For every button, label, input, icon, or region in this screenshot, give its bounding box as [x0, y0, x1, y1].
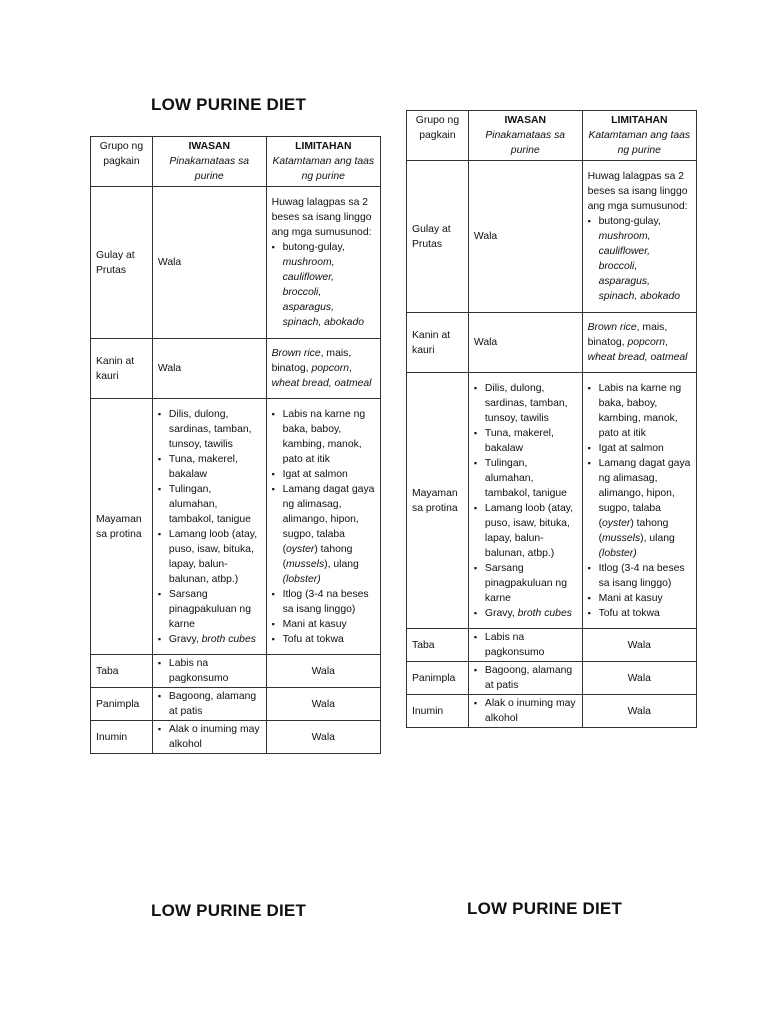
group-cell: Kanin at kauri: [91, 339, 153, 399]
list-item: ▪ Itlog (3-4 na beses sa isang linggo): [588, 561, 691, 591]
header-avoid-subtitle: Pinakamataas sa purine: [169, 156, 250, 182]
table-row: [407, 695, 697, 728]
page-title: LOW PURINE DIET: [467, 899, 623, 918]
list-item: ▪ Labis na karne ng baka, baboy, kambing, manok, pato at itik: [588, 381, 691, 441]
avoid-cell: [152, 399, 266, 655]
limit-cell: Wala: [582, 629, 696, 662]
avoid-cell: [468, 695, 582, 728]
limit-intro: Huwag lalagpas sa 2 beses sa isang linggo ang mga sumusunod:: [587, 171, 688, 212]
list-item: [272, 240, 375, 330]
list-item-italic: oyster: [602, 517, 631, 529]
limit-text: , mais, binatog,: [271, 348, 352, 374]
limit-cell: Wala: [582, 662, 696, 695]
table-row: [407, 629, 697, 662]
table-row: [407, 662, 697, 695]
group-cell: Taba: [91, 655, 153, 688]
list-item: ▪ Dilis, dulong, sardinas, tamban, tunsoy, tawilis: [474, 381, 577, 426]
group-cell: Mayaman sa protina: [91, 399, 153, 655]
list-item: ▪ Igat at salmon: [272, 467, 375, 482]
list-item: ▪ Tulingan, alumahan, tambakol, tanigue: [474, 456, 577, 501]
table-row: [91, 187, 381, 339]
list-item-italic: mushroom, cauliflower, broccoli, asparagus, spinach, abokado: [282, 257, 365, 328]
list-item: ▪ Itlog (3-4 na beses sa isang linggo): [272, 587, 375, 617]
list-item-italic: mushroom, cauliflower, broccoli, asparagus, spinach, abokado: [598, 231, 681, 302]
avoid-cell: [152, 721, 266, 754]
header-limit-subtitle: Katamtaman ang taas ng purine: [272, 156, 375, 182]
limit-text: ,: [349, 363, 352, 374]
header-avoid-title: IWASAN: [504, 115, 547, 126]
list-item: ▪ Igat at salmon: [588, 441, 691, 456]
table-row: [91, 688, 381, 721]
list-item-text: Gravy,: [484, 607, 518, 619]
header-limit: [582, 111, 696, 161]
limit-text-italic: wheat bread, oatmeal: [587, 352, 688, 363]
header-row: [91, 137, 381, 187]
list-item-italic: mussels: [286, 558, 325, 570]
limit-cell: Wala: [266, 721, 380, 754]
group-cell: Mayaman sa protina: [407, 373, 469, 629]
limit-cell: Wala: [582, 695, 696, 728]
group-cell: Inumin: [407, 695, 469, 728]
header-group: Grupo ng pagkain: [407, 111, 469, 161]
list-item: ▪ Sarsang pinagpakuluan ng karne: [474, 561, 577, 606]
list-item: ▪ Tofu at tokwa: [272, 632, 375, 647]
list-item: ▪ Bagoong, alamang at patis: [158, 689, 261, 719]
limit-cell: Wala: [266, 655, 380, 688]
list-item-italic: oyster: [286, 543, 315, 555]
header-row: [407, 111, 697, 161]
avoid-cell: [152, 688, 266, 721]
group-cell: Panimpla: [407, 662, 469, 695]
limit-cell: [582, 373, 696, 629]
list-item-text: butong-gulay,: [598, 216, 661, 227]
list-item: ▪ Labis na pagkonsumo: [158, 656, 261, 686]
header-limit: [266, 137, 380, 187]
group-cell: Inumin: [91, 721, 153, 754]
limit-cell: Wala: [266, 688, 380, 721]
list-item-italic: broth cubes: [201, 633, 256, 645]
list-item-italic: (lobster): [598, 547, 637, 559]
list-item: ▪ Labis na karne ng baka, baboy, kambing, manok, pato at itik: [272, 407, 375, 467]
list-item: ▪ Dilis, dulong, sardinas, tamban, tunsoy, tawilis: [158, 407, 261, 452]
table-row: [407, 161, 697, 313]
limit-text-italic: popcorn: [627, 337, 665, 348]
group-cell: Gulay at Prutas: [91, 187, 153, 339]
table-row: [407, 373, 697, 629]
table-row: [91, 399, 381, 655]
purine-diet-table: [90, 136, 381, 754]
header-avoid: [468, 111, 582, 161]
list-item-italic: (lobster): [282, 573, 321, 585]
limit-cell: [266, 187, 380, 339]
group-cell: Panimpla: [91, 688, 153, 721]
header-limit-subtitle: Katamtaman ang taas ng purine: [588, 130, 691, 156]
list-item: ▪ Labis na pagkonsumo: [474, 630, 577, 660]
avoid-cell: Wala: [152, 339, 266, 399]
list-item-italic: broth cubes: [517, 607, 572, 619]
list-item: ▪ Mani at kasuy: [588, 591, 691, 606]
list-item: [272, 482, 375, 587]
list-item: [588, 214, 691, 304]
header-limit-title: LIMITAHAN: [295, 141, 352, 152]
limit-cell: [266, 339, 380, 399]
avoid-cell: Wala: [468, 313, 582, 373]
avoid-cell: [468, 629, 582, 662]
list-item-text: Lamang dagat gaya ng alimasag, alimango, hipon, sugpo, talaba (: [282, 483, 375, 555]
group-cell: Kanin at kauri: [407, 313, 469, 373]
list-item: [474, 606, 577, 621]
list-item: ▪ Alak o inuming may alkohol: [158, 722, 261, 752]
list-item-text: ) tahong (: [598, 517, 669, 544]
limit-text: , mais, binatog,: [587, 322, 668, 348]
table-row: [407, 313, 697, 373]
header-avoid-subtitle: Pinakamataas sa purine: [485, 130, 566, 156]
header-avoid: [152, 137, 266, 187]
list-item: ▪ Tulingan, alumahan, tambakol, tanigue: [158, 482, 261, 527]
table-row: [91, 721, 381, 754]
list-item: ▪ Tuna, makerel, bakalaw: [474, 426, 577, 456]
purine-diet-table: [406, 110, 697, 728]
avoid-cell: Wala: [152, 187, 266, 339]
table-row: [91, 655, 381, 688]
list-item-text: Gravy,: [168, 633, 202, 645]
list-item-text: butong-gulay,: [282, 242, 345, 253]
avoid-cell: [468, 373, 582, 629]
list-item: [588, 456, 691, 561]
limit-intro: Huwag lalagpas sa 2 beses sa isang linggo ang mga sumusunod:: [271, 197, 372, 238]
list-item: ▪ Lamang loob (atay, puso, isaw, bituka, lapay, balun-balunan, atbp.): [158, 527, 261, 587]
list-item: ▪ Bagoong, alamang at patis: [474, 663, 577, 693]
list-item-text: ), ulang: [324, 558, 359, 570]
list-item: ▪ Lamang loob (atay, puso, isaw, bituka, lapay, balun-balunan, atbp.): [474, 501, 577, 561]
list-item: ▪ Tuna, makerel, bakalaw: [158, 452, 261, 482]
table-row: [91, 339, 381, 399]
header-avoid-title: IWASAN: [188, 141, 231, 152]
limit-text: ,: [665, 337, 668, 348]
list-item: ▪ Sarsang pinagpakuluan ng karne: [158, 587, 261, 632]
list-item-text: Lamang dagat gaya ng alimasag, alimango, hipon, sugpo, talaba (: [598, 457, 691, 529]
group-cell: Taba: [407, 629, 469, 662]
list-item: ▪ Tofu at tokwa: [588, 606, 691, 621]
limit-cell: [266, 399, 380, 655]
limit-text-italic: Brown rice: [271, 348, 321, 359]
list-item: ▪ Alak o inuming may alkohol: [474, 696, 577, 726]
header-limit-title: LIMITAHAN: [611, 115, 668, 126]
header-group: Grupo ng pagkain: [91, 137, 153, 187]
limit-text-italic: Brown rice: [587, 322, 637, 333]
list-item-text: ), ulang: [640, 532, 675, 544]
group-cell: Gulay at Prutas: [407, 161, 469, 313]
list-item-italic: mussels: [602, 532, 641, 544]
avoid-cell: [468, 662, 582, 695]
limit-cell: [582, 313, 696, 373]
limit-cell: [582, 161, 696, 313]
limit-text-italic: wheat bread, oatmeal: [271, 378, 372, 389]
page-title: LOW PURINE DIET: [151, 901, 307, 920]
limit-text-italic: popcorn: [311, 363, 349, 374]
page-title: LOW PURINE DIET: [151, 95, 307, 114]
list-item-text: ) tahong (: [282, 543, 353, 570]
list-item: ▪ Mani at kasuy: [272, 617, 375, 632]
list-item: [158, 632, 261, 647]
avoid-cell: [152, 655, 266, 688]
avoid-cell: Wala: [468, 161, 582, 313]
